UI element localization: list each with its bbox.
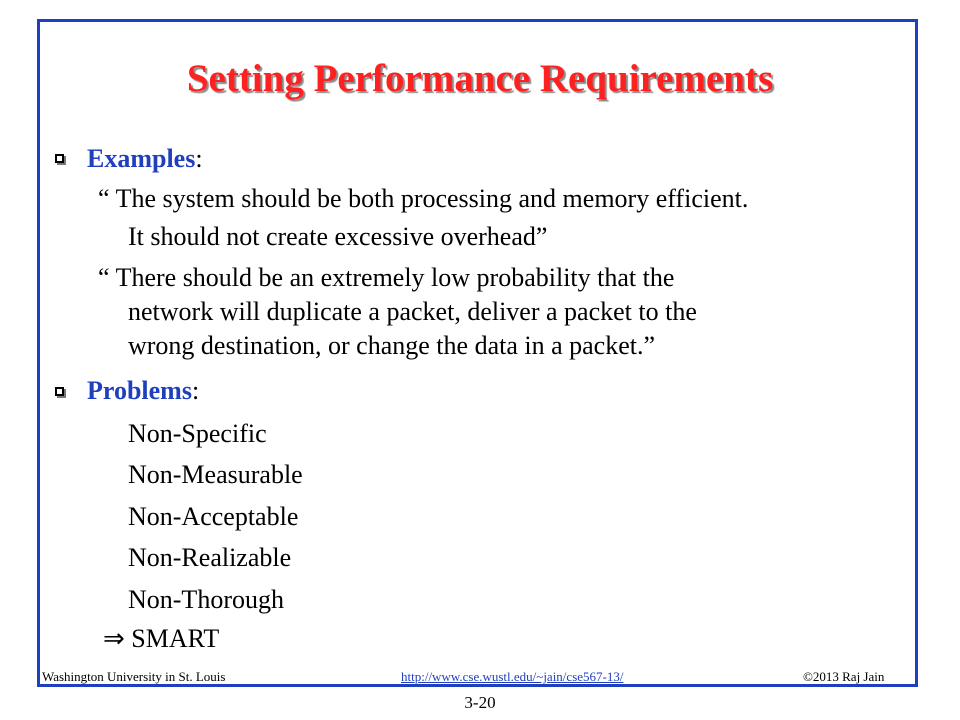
problem-item: Non-Realizable (128, 543, 292, 572)
square-bullet-icon (55, 387, 64, 396)
example-2-line-3: wrong destination, or change the data in a packet.” (128, 331, 656, 360)
examples-colon: : (195, 144, 203, 173)
implies-arrow-icon: ⇒ (103, 624, 125, 653)
problems-label: Problems (87, 376, 192, 405)
footer-institution: Washington University in St. Louis (42, 669, 226, 684)
examples-label: Examples (87, 144, 196, 173)
conclusion-text: SMART (131, 624, 220, 653)
slide-title: Setting Performance Requirements (186, 57, 774, 100)
conclusion (103, 624, 219, 654)
example-1-line-1: “ The system should be both processing and memory efficient. (98, 184, 749, 213)
square-bullet-icon (55, 154, 64, 163)
problems-colon: : (191, 376, 200, 405)
example-1-line-2: It should not create excessive overhead” (128, 222, 548, 251)
problems-heading (87, 376, 199, 406)
example-2-line-1: “ There should be an extremely low probability that the (98, 263, 675, 292)
problem-item: Non-Thorough (128, 585, 284, 614)
footer-copyright: ©2013 Raj Jain (803, 669, 885, 684)
problem-item: Non-Acceptable (128, 502, 299, 531)
example-2-line-2: network will duplicate a packet, deliver a packet to the (128, 297, 697, 326)
slide-number: 3-20 (464, 693, 496, 712)
examples-heading (87, 144, 203, 174)
footer-course-link[interactable]: http://www.cse.wustl.edu/~jain/cse567-13/ (401, 669, 624, 684)
problem-item: Non-Specific (128, 419, 267, 448)
problem-item: Non-Measurable (128, 460, 303, 489)
